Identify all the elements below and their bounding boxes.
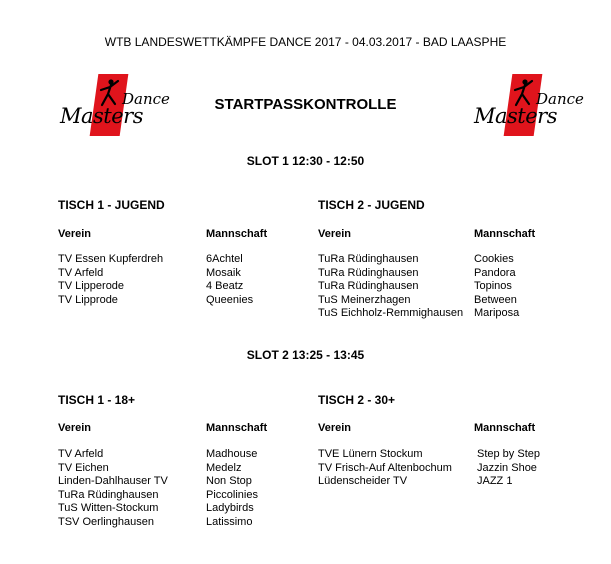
mannschaft-header: Mannschaft [474,422,536,434]
list-item: TV Lipprode [58,293,118,306]
mannschaft-header: Mannschaft [206,422,268,434]
table-2-title: TISCH 2 - 30+ [318,393,396,407]
list-item: Mariposa [474,307,520,320]
mannschaft-list [206,253,253,307]
mannschaft-header: Mannschaft [474,228,536,240]
list-item: TuRa Rüdinghausen [318,266,419,279]
verein-list [58,448,168,530]
page-title: STARTPASSKONTROLLE [214,96,397,113]
slot-2-label: SLOT 2 13:25 - 13:45 [246,348,365,362]
list-item: TuRa Rüdinghausen [318,253,419,265]
list-item: TSV Oerlinghausen [58,515,154,528]
list-item: Madhouse [206,448,258,460]
list-item: Queenies [206,293,254,306]
table-1-title: TISCH 1 - 18+ [58,393,136,407]
list-item: TV Arfeld [58,266,104,279]
list-item: Step by Step [477,448,540,460]
verein-list [58,253,163,307]
document-header: WTB LANDESWETTKÄMPFE DANCE 2017 - 04.03.2017 - BAD LAASPHE [104,35,507,49]
list-item: Medelz [206,461,242,474]
list-item: Topinos [474,280,512,293]
list-item: 4 Beatz [206,280,244,293]
list-item: Linden-Dahlhauser TV [58,475,168,488]
list-item: TV Frisch-Auf Altenbochum [318,461,452,474]
list-item: TuRa Rüdinghausen [58,488,159,501]
verein-header: Verein [58,422,92,434]
logo-word-dance: Dance [536,90,584,108]
list-item: TVE Lünern Stockum [318,448,423,460]
list-item: TuS Eichholz-Remmighausen [318,307,464,320]
list-item: TuRa Rüdinghausen [318,280,419,293]
list-item: TuS Witten-Stockum [58,502,159,515]
mannschaft-header: Mannschaft [206,228,268,240]
list-item: 6Achtel [206,253,243,265]
table-2-title: TISCH 2 - JUGEND [318,198,425,212]
logo-word-masters: Masters [60,104,143,128]
list-item: Pandora [474,266,516,279]
list-item: TV Eichen [58,461,109,474]
mannschaft-list [477,448,540,489]
verein-header: Verein [318,422,352,434]
logo-word-dance: Dance [122,90,170,108]
mannschaft-list [206,448,258,530]
list-item: TV Arfeld [58,448,104,460]
list-item: Between [474,293,517,306]
list-item: Non Stop [206,475,252,488]
slot-1-label: SLOT 1 12:30 - 12:50 [246,154,365,168]
list-item: Piccolinies [206,488,258,501]
list-item: TV Essen Kupferdreh [58,253,164,265]
list-item: Cookies [474,253,514,265]
list-item: Lüdenscheider TV [318,475,408,488]
verein-list [318,253,463,321]
verein-header: Verein [58,228,92,240]
list-item: Jazzin Shoe [477,461,537,474]
list-item: Ladybirds [206,502,254,515]
verein-list [318,448,452,489]
list-item: TV Lipperode [58,280,125,293]
verein-header: Verein [318,228,352,240]
mannschaft-list [474,253,519,321]
list-item: JAZZ 1 [477,475,513,488]
logo-word-masters: Masters [474,104,557,128]
list-item: Mosaik [206,266,241,279]
list-item: Latissimo [206,515,253,528]
list-item: TuS Meinerzhagen [318,293,411,306]
table-1-title: TISCH 1 - JUGEND [58,198,165,212]
